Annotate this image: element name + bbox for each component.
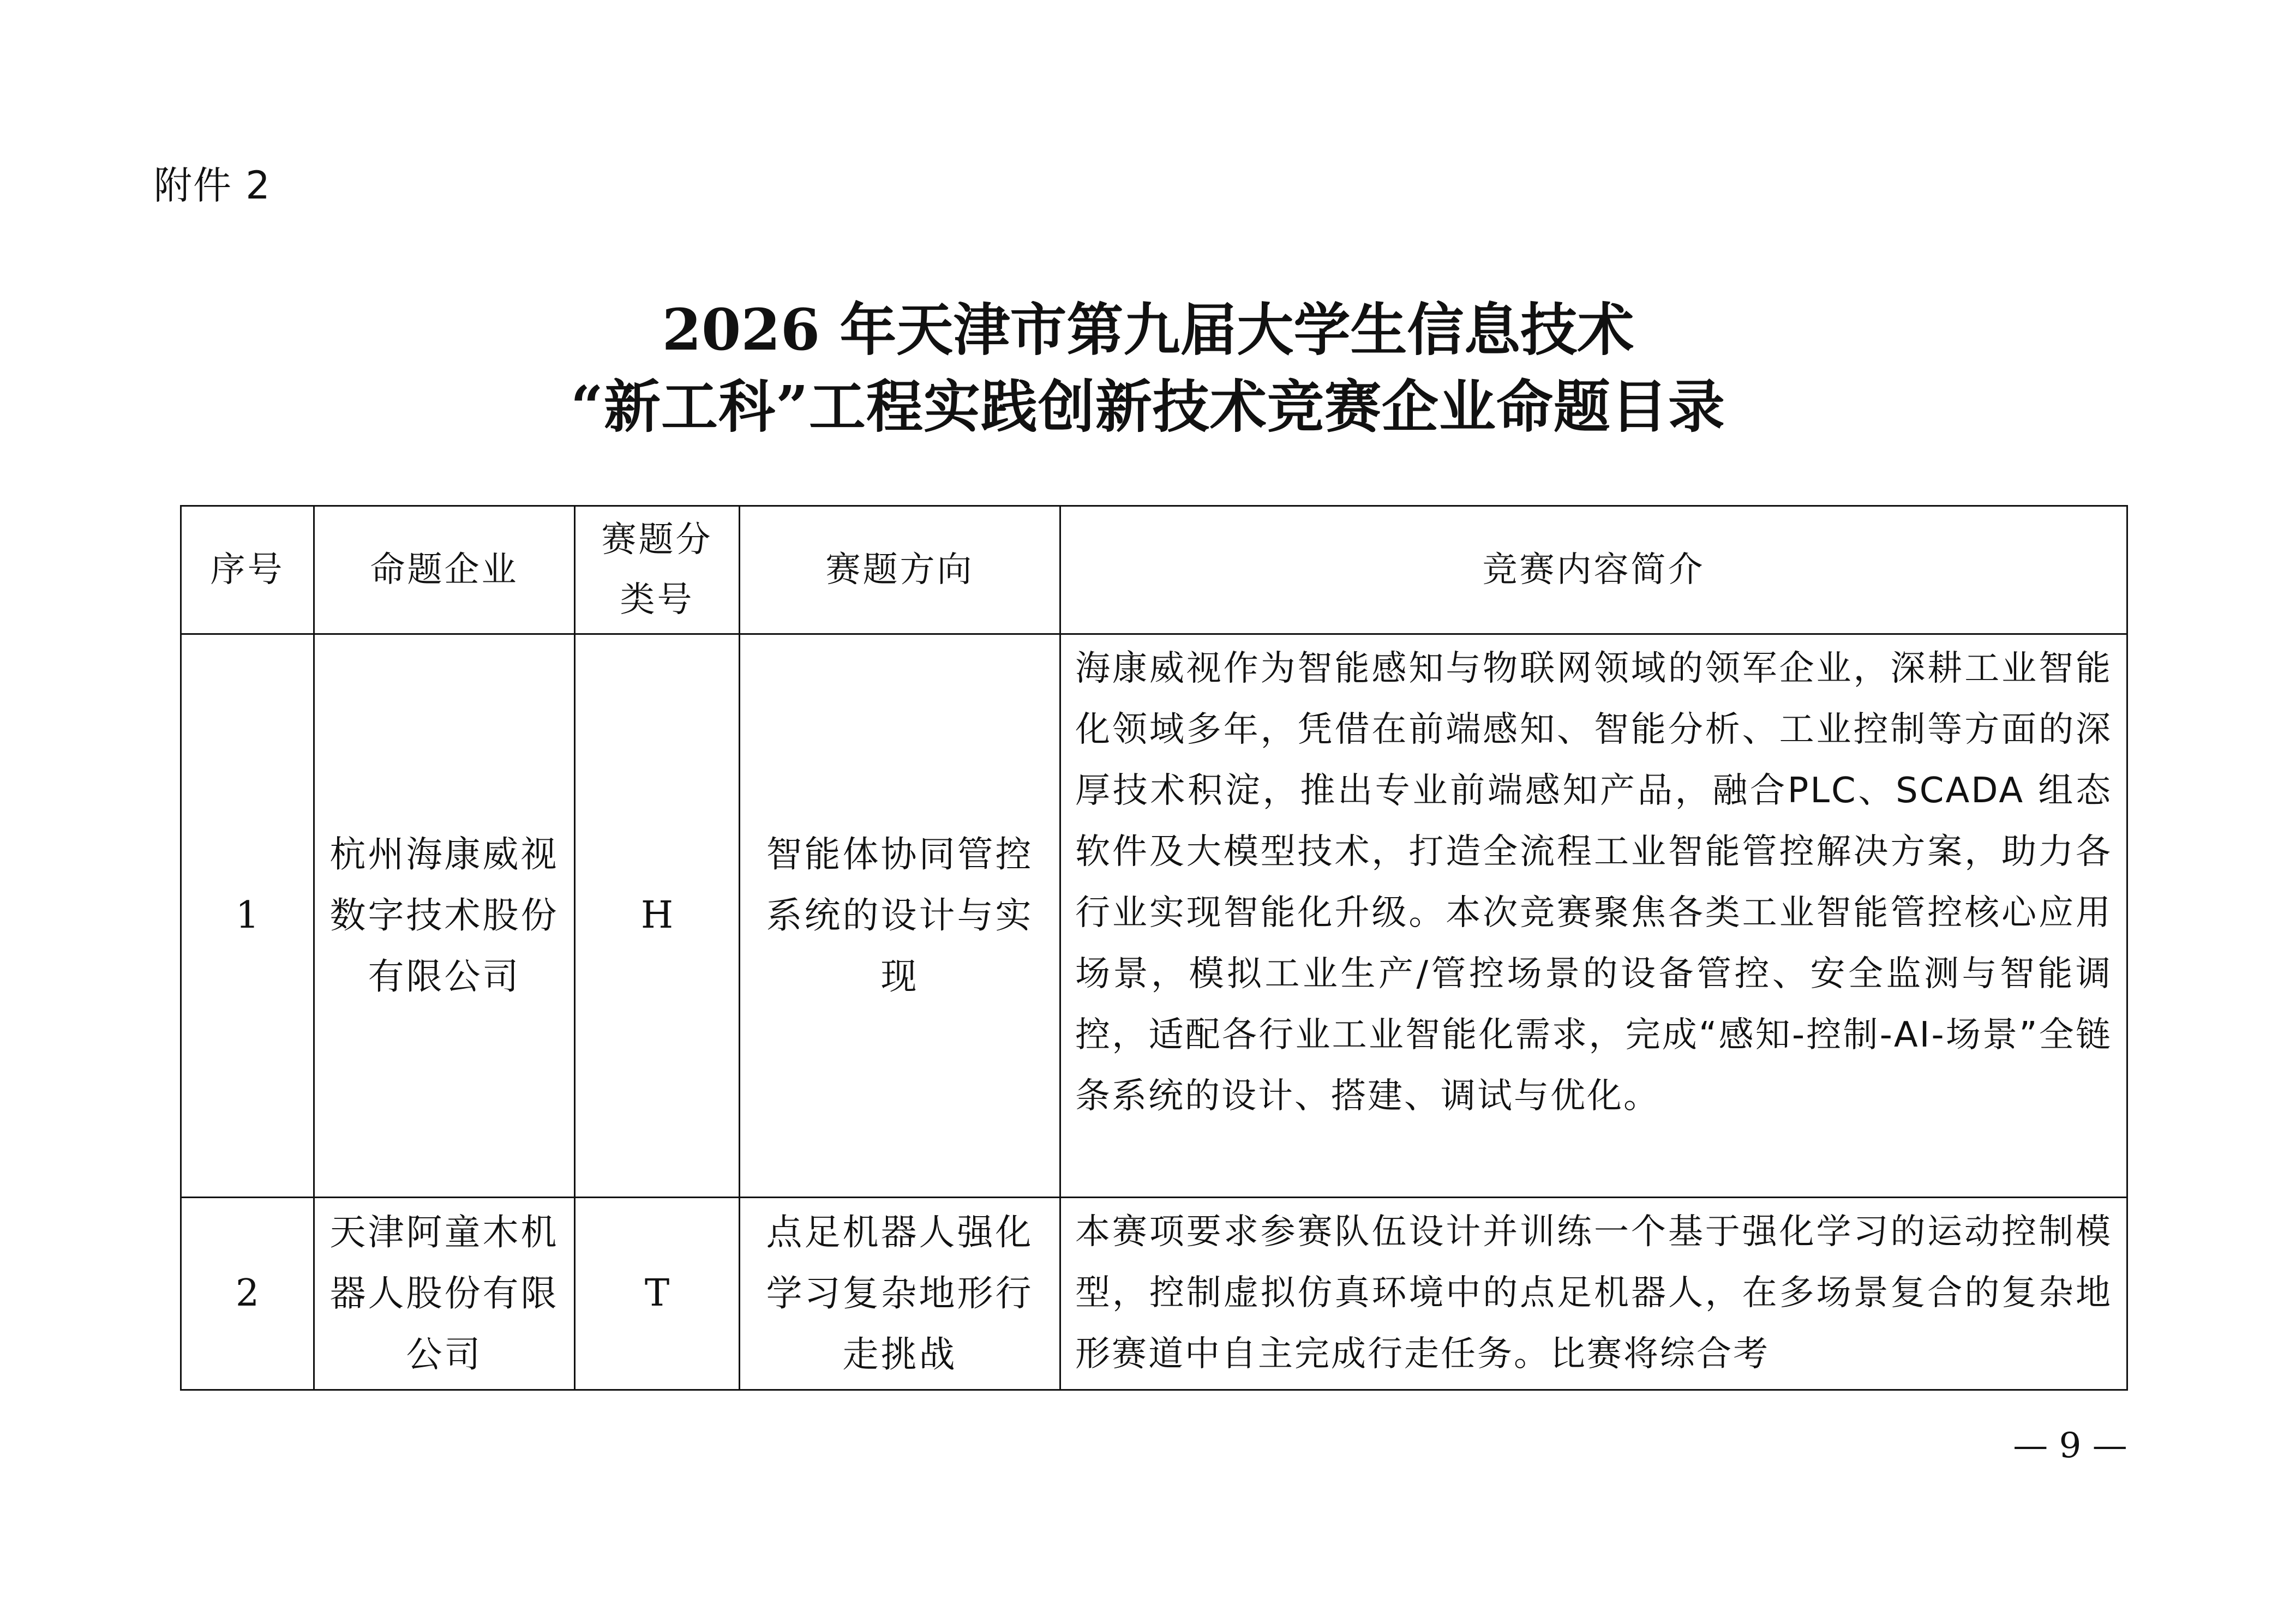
table-row xyxy=(181,634,2127,1198)
document-title-line2: “新工科”工程实践创新技术竞赛企业命题目录 xyxy=(571,373,1725,440)
topic-catalog-table xyxy=(180,505,2128,1391)
table-header-row xyxy=(181,506,2127,634)
table-row xyxy=(181,1198,2127,1390)
page-number: — 9 — xyxy=(2013,1426,2127,1466)
row-index: 1 xyxy=(181,634,314,1198)
attachment-label: 附件 2 xyxy=(154,163,271,208)
header-category: 赛题分类号 xyxy=(575,506,740,634)
row-category: H xyxy=(575,634,740,1198)
header-direction: 赛题方向 xyxy=(740,506,1060,634)
row-direction: 智能体协同管控系统的设计与实现 xyxy=(740,634,1060,1198)
row-direction: 点足机器人强化学习复杂地形行走挑战 xyxy=(740,1198,1060,1390)
header-index: 序号 xyxy=(181,506,314,634)
row-category: T xyxy=(575,1198,740,1390)
row-company: 杭州海康威视数字技术股份有限公司 xyxy=(314,634,575,1198)
row-company: 天津阿童木机器人股份有限公司 xyxy=(314,1198,575,1390)
header-company: 命题企业 xyxy=(314,506,575,634)
document-title-line1: 2026 年天津市第九届大学生信息技术 xyxy=(662,296,1634,363)
header-summary: 竞赛内容简介 xyxy=(1060,506,2127,634)
row-index: 2 xyxy=(181,1198,314,1390)
row-summary: 海康威视作为智能感知与物联网领域的领军企业，深耕工业智能化领域多年，凭借在前端感知、智能分析、工业控制等方面的深厚技术积淀，推出专业前端感知产品，融合PLC、SCADA 组态软件及大模型技术，打造全流程工业智能管控解决方案，助力各行业实现智能化升级。本次竞赛聚焦各类工业智能管控核心应用场景，模拟工业生产/管控场景的设备管控、安全监测与智能调控，适配各行业工业智能化需求，完成“感知-控制-AI-场景”全链条系统的设计、搭建、调试与优化。 xyxy=(1060,634,2127,1198)
row-summary: 本赛项要求参赛队伍设计并训练一个基于强化学习的运动控制模型，控制虚拟仿真环境中的点足机器人，在多场景复合的复杂地形赛道中自主完成行走任务。比赛将综合考 xyxy=(1060,1198,2127,1390)
